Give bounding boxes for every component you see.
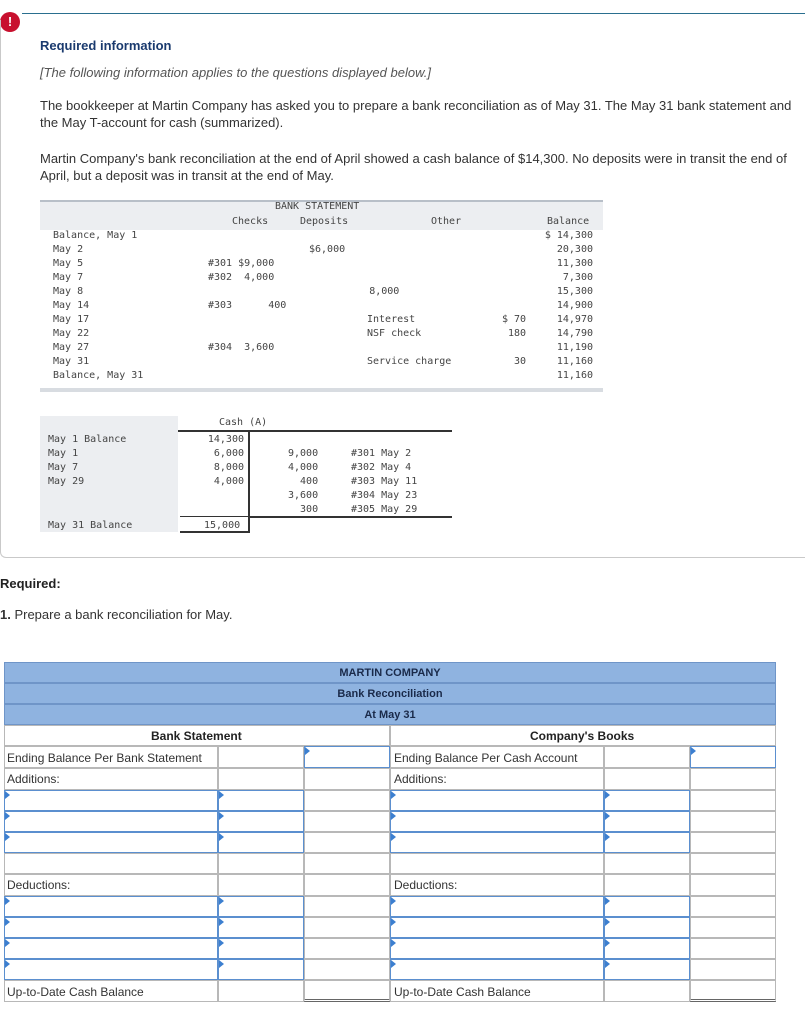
books-deduction-total-cell (690, 896, 776, 917)
info-note: [The following information applies to the questions displayed below.] (40, 65, 431, 80)
t-account-debits: 14,300 6,000 8,000 4,000 (207, 434, 244, 487)
t-account-top-rule (178, 430, 452, 432)
bank-deduction-total-cell (304, 896, 390, 917)
bank-addition-amount-input[interactable] (218, 832, 304, 853)
company-books-heading: Company's Books (530, 729, 635, 743)
bank-checks-column: #301 $9,000 #302 4,000 #303 400 #304 3,600 (208, 258, 287, 353)
bank-deduction-total-cell (304, 917, 390, 938)
header-divider (22, 13, 805, 14)
books-deductions-spacer (604, 874, 690, 896)
books-additions-label: Additions: (394, 772, 447, 786)
bank-other-labels: Interest NSF check Service charge (367, 314, 452, 367)
col-checks-header: Checks (232, 216, 269, 227)
bank-uptodate-spacer (218, 980, 304, 1002)
bank-addition-amount-input[interactable] (218, 811, 304, 832)
intro-paragraph-2: Martin Company's bank reconciliation at the end of April showed a cash balance of $14,300. No deposits were in transit the end of April, but a deposit was in transit at the end of May. (40, 151, 787, 183)
books-additions-spacer (604, 768, 690, 790)
bank-deduction-desc-input[interactable] (4, 917, 218, 938)
recon-company-name: MARTIN COMPANY (4, 662, 776, 683)
books-addition-total-cell (690, 811, 776, 832)
books-uptodate-spacer (604, 980, 690, 1002)
books-addition-total-cell (690, 790, 776, 811)
bank-ending-label: Ending Balance Per Bank Statement (7, 751, 202, 765)
books-deductions-label: Deductions: (394, 878, 458, 892)
bank-deposits-column: $6,000 8,000 (309, 244, 400, 297)
t-account-credit-refs: #301 May 2 #302 May 4 #303 May 11 #304 May 23 #305 May 29 (351, 448, 418, 515)
bank-statement-heading: Bank Statement (151, 729, 242, 743)
t-account-balance-rule (180, 516, 248, 517)
recon-date: At May 31 (4, 704, 776, 725)
books-addition-amount-input[interactable] (604, 811, 690, 832)
books-subtotal-cell (690, 853, 776, 874)
intro-paragraph-1: The bookkeeper at Martin Company has asked you to prepare a bank reconciliation as of May 31. The May 31 bank statement and the May T-account for cash (summarized). (40, 98, 792, 130)
books-ending-spacer (604, 746, 690, 768)
books-subtotal-spacer (604, 853, 690, 874)
bank-addition-amount-input[interactable] (218, 790, 304, 811)
t-account-end-balance: 15,000 (204, 520, 241, 531)
bank-subtotal-spacer (218, 853, 304, 874)
bank-deduction-desc-input[interactable] (4, 959, 218, 980)
bank-addition-total-cell (304, 832, 390, 853)
t-account-end-label: May 31 Balance (48, 520, 133, 531)
bank-addition-desc-input[interactable] (4, 790, 218, 811)
bank-ending-spacer (218, 746, 304, 768)
bank-addition-desc-input[interactable] (4, 832, 218, 853)
question-text: Prepare a bank reconciliation for May. (10, 607, 233, 622)
required-info-title: Required information (40, 38, 172, 53)
books-additions-spacer-2 (690, 768, 776, 790)
t-account-credits: 9,000 4,000 400 3,600 300 (288, 448, 319, 515)
question-number: 1. (0, 607, 11, 622)
bank-deduction-amount-input[interactable] (218, 896, 304, 917)
bank-deduction-desc-input[interactable] (4, 896, 218, 917)
bank-addition-total-cell (304, 811, 390, 832)
bank-addition-total-cell (304, 790, 390, 811)
bank-additions-spacer-2 (304, 768, 390, 790)
bank-deduction-amount-input[interactable] (218, 917, 304, 938)
books-subtotal-label-cell (390, 853, 604, 874)
required-heading: Required: (0, 576, 61, 591)
bank-deduction-total-cell (304, 938, 390, 959)
books-addition-desc-input[interactable] (390, 832, 604, 853)
question-1 (0, 607, 232, 622)
books-deduction-amount-input[interactable] (604, 959, 690, 980)
bank-deduction-desc-input[interactable] (4, 938, 218, 959)
books-deduction-desc-input[interactable] (390, 938, 604, 959)
bank-dates-column: Balance, May 1 May 2 May 5 May 7 May 8 May 14 May 17 May 22 May 27 May 31 Balance, May 31 (53, 230, 144, 381)
books-addition-total-cell (690, 832, 776, 853)
books-deduction-amount-input[interactable] (604, 938, 690, 959)
books-deductions-spacer-2 (690, 874, 776, 896)
books-deduction-total-cell (690, 959, 776, 980)
books-ending-balance-input[interactable] (690, 746, 776, 768)
books-addition-amount-input[interactable] (604, 832, 690, 853)
books-deduction-desc-input[interactable] (390, 959, 604, 980)
bank-deduction-amount-input[interactable] (218, 938, 304, 959)
bank-other-amounts: $ 70 180 30 (502, 314, 527, 367)
bank-statement-footer-bar (40, 388, 603, 392)
bank-uptodate-balance-cell (304, 980, 390, 1002)
books-deduction-total-cell (690, 917, 776, 938)
books-deduction-amount-input[interactable] (604, 896, 690, 917)
bank-deduction-total-cell (304, 959, 390, 980)
t-account-title: Cash (A) (219, 417, 268, 428)
books-ending-label: Ending Balance Per Cash Account (394, 751, 578, 765)
bank-additions-label: Additions: (7, 772, 60, 786)
bank-balance-column: $ 14,300 20,300 11,300 7,300 15,300 14,900 14,970 14,790 11,190 11,160 11,160 (544, 230, 593, 381)
bank-additions-spacer (218, 768, 304, 790)
books-addition-desc-input[interactable] (390, 811, 604, 832)
books-addition-desc-input[interactable] (390, 790, 604, 811)
bank-deduction-amount-input[interactable] (218, 959, 304, 980)
alert-icon: ! (0, 12, 20, 32)
bank-subtotal-cell (304, 853, 390, 874)
bank-uptodate-label: Up-to-Date Cash Balance (7, 985, 144, 999)
books-uptodate-label: Up-to-Date Cash Balance (394, 985, 531, 999)
t-account-credit-rule (248, 516, 452, 518)
bank-deductions-spacer-2 (304, 874, 390, 896)
recon-title: Bank Reconciliation (4, 683, 776, 704)
t-account-double-rule (180, 531, 250, 533)
bank-deductions-spacer (218, 874, 304, 896)
bank-ending-balance-input[interactable] (304, 746, 390, 768)
col-deposits-header: Deposits (300, 216, 349, 227)
col-other-header: Other (431, 216, 462, 227)
books-uptodate-balance-cell (690, 980, 776, 1002)
books-deduction-desc-input[interactable] (390, 896, 604, 917)
books-deduction-amount-input[interactable] (604, 917, 690, 938)
books-deduction-total-cell (690, 938, 776, 959)
books-addition-amount-input[interactable] (604, 790, 690, 811)
bank-deductions-label: Deductions: (7, 878, 71, 892)
col-balance-header: Balance (547, 216, 590, 227)
bank-statement-title: BANK STATEMENT (275, 201, 360, 212)
bank-subtotal-label-cell (4, 853, 218, 874)
books-deduction-desc-input[interactable] (390, 917, 604, 938)
t-account-left-labels: May 1 Balance May 1 May 7 May 29 (48, 434, 127, 487)
bank-addition-desc-input[interactable] (4, 811, 218, 832)
